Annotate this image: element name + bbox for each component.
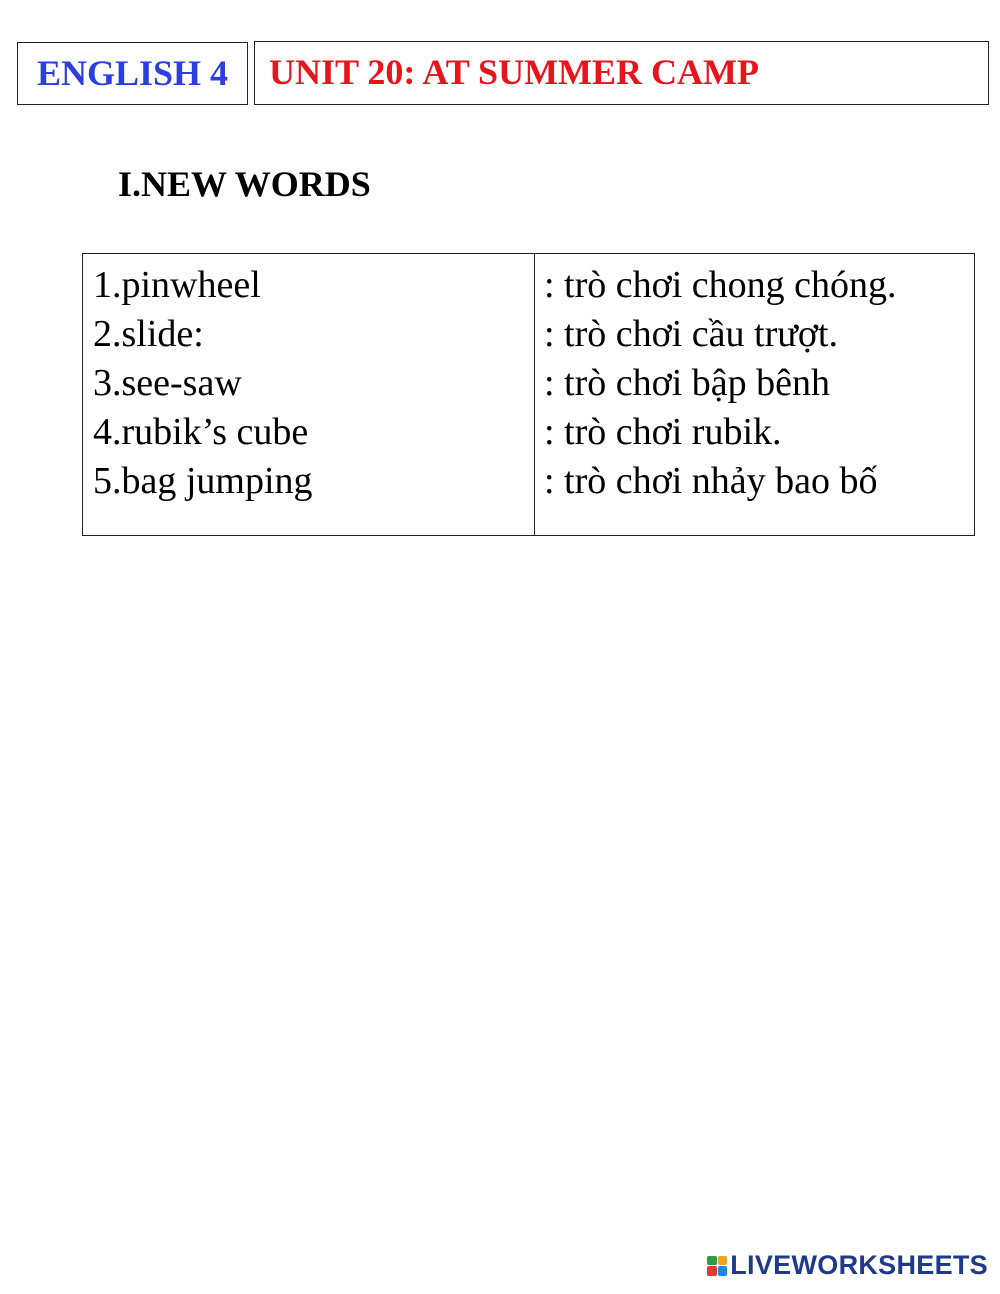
mark-square-red — [707, 1266, 717, 1276]
vocabulary-term: 2.slide: — [93, 313, 204, 355]
unit-title-box — [254, 41, 989, 105]
subject-box — [17, 42, 248, 105]
liveworksheets-mark-icon — [707, 1256, 727, 1276]
vocabulary-term: 5.bag jumping — [93, 460, 313, 502]
unit-title: UNIT 20: AT SUMMER CAMP — [269, 52, 760, 92]
vocabulary-meaning: : trò chơi nhảy bao bố — [544, 460, 878, 502]
liveworksheets-logo[interactable] — [707, 1252, 988, 1279]
vocabulary-term: 3.see-saw — [93, 362, 242, 404]
vocabulary-meaning: : trò chơi cầu trượt. — [544, 313, 838, 355]
vocabulary-table — [82, 253, 975, 536]
vocabulary-meaning: : trò chơi chong chóng. — [544, 264, 897, 306]
subject-title: ENGLISH 4 — [36, 52, 229, 93]
vocabulary-term: 1.pinwheel — [93, 264, 261, 306]
liveworksheets-wordmark: LIVEWORKSHEETS — [730, 1250, 988, 1280]
vocabulary-terms-column — [83, 254, 535, 535]
section-heading: I.NEW WORDS — [118, 164, 371, 204]
vocabulary-meanings-column — [535, 254, 974, 535]
vocabulary-meaning: : trò chơi bập bênh — [544, 362, 831, 404]
mark-square-orange — [718, 1256, 728, 1266]
mark-square-green — [707, 1256, 717, 1266]
vocabulary-term: 4.rubik’s cube — [93, 411, 309, 453]
vocabulary-meaning: : trò chơi rubik. — [544, 411, 782, 453]
mark-square-blue — [718, 1266, 728, 1276]
